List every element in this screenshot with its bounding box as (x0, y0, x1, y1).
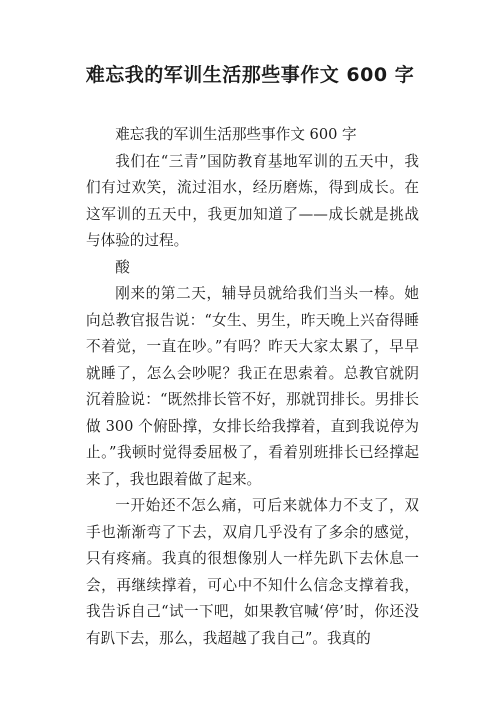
paragraph-subtitle: 难忘我的军训生活那些事作文 600 字 (115, 126, 357, 143)
paragraph-intro: 我们在“三青”国防教育基地军训的五天中，我们有过欢笑，流过泪水，经历磨炼，得到成长。在这军训的五天中，我更加知道了——成长就是挑战与体验的过程。 (86, 152, 419, 249)
section-heading-sour: 酸 (115, 258, 130, 276)
document-title: 难忘我的军训生活那些事作文 600 字 (85, 64, 415, 86)
paragraph-second-day: 刚来的第二天，辅导员就给我们当头一棒。她向总教官报告说：“女生、男生，昨天晚上兴奋得睡不着觉，一直在吵。”有吗？昨天大家太累了，早早就睡了，怎么会吵呢？我正在思索着。总教官就阴沉着脸说：“既然排长管不好，那就罚排长。男排长做 300 个俯卧撑，女排长给我撑着，直到我说停为止。”我顿时觉得委屈极了，看着别班排长已经撑起来了，我也跟着做了起来。 (86, 285, 419, 488)
paragraph-push-up: 一开始还不怎么痛，可后来就体力不支了，双手也渐渐弯了下去，双肩几乎没有了多余的感觉，只有疼痛。我真的很想像别人一样先趴下去休息一会，再继续撑着，可心中不知什么信念支撑着我，我告诉自己“试一下吧，如果教官喊‘停’时，你还没有趴下去，那么，我超越了我自己”。我真的 (86, 497, 419, 647)
document-body (86, 122, 419, 652)
